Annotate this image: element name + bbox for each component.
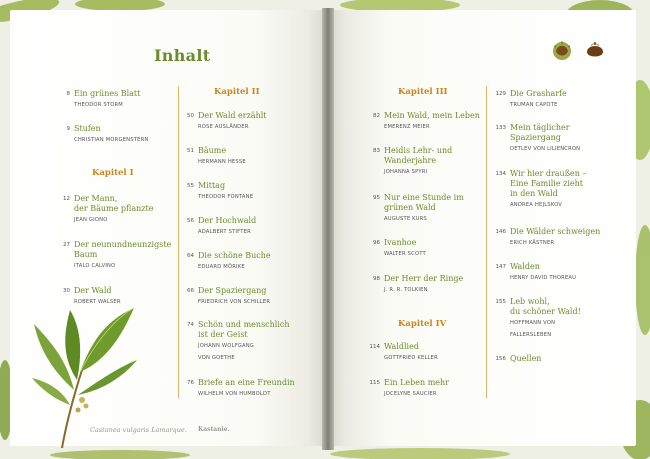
entry-author: WALTER SCOTT bbox=[384, 251, 426, 257]
entry-author: CHRISTIAN MORGENSTERN bbox=[74, 137, 149, 143]
entry-title: Schön und menschlich bbox=[198, 320, 290, 329]
chestnut-husk-icon bbox=[550, 38, 574, 62]
entry-title: Mein täglicher bbox=[510, 123, 570, 132]
entry-author: HENRY DAVID THOREAU bbox=[510, 275, 577, 281]
page-number: 95 bbox=[373, 195, 380, 201]
chestnut-icon bbox=[583, 38, 607, 62]
entry-author: GOTTFRIED KELLER bbox=[384, 355, 438, 361]
entry-author: EDUARD MÖRIKE bbox=[198, 264, 245, 270]
page-number: 12 bbox=[63, 196, 70, 202]
entry-title: Der Herr der Ringe bbox=[384, 274, 464, 283]
toc-entry[interactable] bbox=[63, 240, 172, 270]
page-number: 64 bbox=[187, 253, 194, 259]
page-number: 66 bbox=[187, 288, 194, 294]
entry-title: Heidis Lehr- und bbox=[384, 146, 453, 155]
illustration-caption: Castanea vulgaris Lamarque. bbox=[90, 426, 187, 434]
page-number: 74 bbox=[187, 322, 194, 328]
page-number: 9 bbox=[66, 126, 70, 132]
chapter-heading: Kapitel IV bbox=[398, 319, 447, 329]
page-number: 55 bbox=[187, 183, 194, 189]
entry-author: ANDREA HEJLSKOV bbox=[510, 202, 563, 208]
illustration-caption-name: Kastanie. bbox=[198, 426, 230, 433]
chapter-heading: Kapitel I bbox=[92, 168, 134, 178]
toc-entry[interactable] bbox=[495, 89, 567, 109]
entry-title: Baum bbox=[74, 250, 98, 259]
page-number: 133 bbox=[495, 125, 506, 131]
entry-title: Eine Familie zieht bbox=[510, 179, 584, 188]
page-number: 147 bbox=[495, 264, 506, 270]
toc-entry[interactable] bbox=[187, 111, 267, 131]
entry-title: Die schöne Buche bbox=[198, 251, 271, 260]
toc-entry[interactable] bbox=[66, 124, 149, 144]
chapter-heading: Kapitel II bbox=[214, 87, 260, 97]
page-number: 50 bbox=[187, 113, 194, 119]
page-number: 56 bbox=[187, 218, 194, 224]
entry-author: ITALO CALVINO bbox=[74, 263, 116, 269]
entry-title: Leb wohl, bbox=[510, 297, 550, 306]
toc-entry[interactable] bbox=[63, 194, 154, 224]
entry-author: JOCELYNE SAUCIER bbox=[384, 391, 437, 397]
toc-entry[interactable] bbox=[495, 354, 542, 364]
toc-entry[interactable] bbox=[373, 111, 480, 131]
page-number: 98 bbox=[373, 276, 380, 282]
entry-author: HOFFMANN VON bbox=[510, 320, 556, 326]
entry-title: Mein Wald, mein Leben bbox=[384, 111, 480, 120]
entry-title: Die Grasharfe bbox=[510, 89, 567, 98]
entry-author: ERICH KÄSTNER bbox=[510, 240, 555, 246]
page-number: 51 bbox=[187, 148, 194, 154]
toc-entry[interactable] bbox=[495, 169, 587, 209]
entry-title: Quellen bbox=[510, 354, 542, 363]
toc-entry[interactable] bbox=[495, 297, 581, 339]
page-number: 30 bbox=[63, 288, 70, 294]
toc-entry[interactable] bbox=[495, 262, 577, 282]
entry-title: ist der Geist bbox=[198, 330, 248, 339]
page-number: 76 bbox=[187, 380, 194, 386]
page-title: Inhalt bbox=[154, 46, 211, 65]
page-number: 82 bbox=[373, 113, 380, 119]
entry-title: Wir hier draußen – bbox=[510, 169, 587, 178]
page-number: 115 bbox=[369, 380, 380, 386]
entry-author: FRIEDRICH VON SCHILLER bbox=[198, 299, 271, 305]
entry-title: in den Wald bbox=[510, 189, 558, 198]
entry-title: Briefe an eine Freundin bbox=[198, 378, 295, 387]
entry-author: DETLEV VON LILIENCRON bbox=[510, 146, 581, 152]
entry-title: Der Mann, bbox=[74, 194, 118, 203]
toc-entry[interactable] bbox=[66, 89, 141, 109]
entry-title: Der Wald erzählt bbox=[198, 111, 267, 120]
entry-author: JOHANN WOLFGANG bbox=[198, 343, 255, 349]
toc-entry[interactable] bbox=[369, 342, 438, 362]
entry-author: TRUMAN CAPOTE bbox=[510, 102, 558, 108]
toc-entry[interactable] bbox=[495, 123, 581, 153]
entry-author: WILHELM VON HUMBOLDT bbox=[198, 391, 271, 397]
entry-title: Bäume bbox=[198, 146, 227, 155]
page-number: 27 bbox=[63, 242, 70, 248]
page-number: 114 bbox=[369, 344, 380, 350]
entry-title: Der Spaziergang bbox=[198, 286, 267, 295]
column-divider bbox=[178, 86, 179, 398]
toc-entry[interactable] bbox=[369, 378, 449, 398]
toc-entry[interactable] bbox=[187, 216, 257, 236]
entry-title: Stufen bbox=[74, 124, 101, 133]
toc-entry[interactable] bbox=[495, 227, 601, 247]
entry-title: Waldlied bbox=[384, 342, 419, 351]
entry-title: Ein grünes Blatt bbox=[74, 89, 141, 98]
entry-title: grünen Wald bbox=[384, 203, 436, 212]
chapter-heading: Kapitel III bbox=[398, 87, 448, 97]
toc-entry[interactable] bbox=[373, 274, 464, 294]
page-number: 96 bbox=[373, 240, 380, 246]
entry-author: THEODOR STORM bbox=[74, 102, 123, 108]
entry-author: FALLERSLEBEN bbox=[510, 332, 552, 338]
entry-author: J. R. R. TOLKIEN bbox=[384, 287, 428, 293]
entry-author: THEODOR FONTANE bbox=[198, 194, 254, 200]
page-number: 83 bbox=[373, 148, 380, 154]
toc-entry[interactable] bbox=[187, 286, 271, 306]
entry-title: du schöner Wald! bbox=[510, 307, 581, 316]
toc-entry[interactable] bbox=[187, 378, 295, 398]
entry-title: Mittag bbox=[198, 181, 226, 190]
toc-entry[interactable] bbox=[373, 146, 453, 176]
entry-author: ADALBERT STIFTER bbox=[198, 229, 251, 235]
page-number: 156 bbox=[495, 356, 506, 362]
entry-author: JOHANNA SPYRI bbox=[384, 169, 428, 175]
entry-author: ROSE AUSLÄNDER bbox=[198, 124, 249, 130]
entry-author: HERMANN HESSE bbox=[198, 159, 246, 165]
entry-title: der Bäume pflanzte bbox=[74, 204, 154, 213]
page-number: 155 bbox=[495, 299, 506, 305]
entry-title: Der Wald bbox=[74, 286, 112, 295]
entry-title: Spaziergang bbox=[510, 133, 561, 142]
toc-entry[interactable] bbox=[187, 320, 290, 362]
entry-author: AUGUSTE KURS bbox=[384, 216, 427, 222]
entry-author: JEAN GIONO bbox=[74, 217, 108, 223]
toc-entry[interactable] bbox=[373, 193, 464, 223]
entry-title: Der Hochwald bbox=[198, 216, 257, 225]
book-gutter bbox=[322, 8, 334, 450]
entry-author: ROBERT WALSER bbox=[74, 299, 121, 305]
page-number: 134 bbox=[495, 171, 506, 177]
page-number: 146 bbox=[495, 229, 506, 235]
toc-entry[interactable] bbox=[187, 251, 271, 271]
page-number: 8 bbox=[66, 91, 70, 97]
toc-entry[interactable] bbox=[187, 181, 254, 201]
entry-title: Nur eine Stunde im bbox=[384, 193, 464, 202]
entry-title: Walden bbox=[510, 262, 540, 271]
entry-title: Der neunundneunzigste bbox=[74, 240, 172, 249]
entry-title: Ivanhoe bbox=[384, 238, 417, 247]
column-divider bbox=[486, 86, 487, 398]
entry-title: Ein Leben mehr bbox=[384, 378, 449, 387]
entry-title: Die Wälder schweigen bbox=[510, 227, 601, 236]
entry-author: EMERENZ MEIER bbox=[384, 124, 430, 130]
entry-author: VON GOETHE bbox=[198, 355, 235, 361]
toc-entry[interactable] bbox=[187, 146, 246, 166]
page-number: 129 bbox=[495, 91, 506, 97]
toc-entry[interactable] bbox=[373, 238, 426, 258]
entry-title: Wanderjahre bbox=[384, 156, 437, 165]
